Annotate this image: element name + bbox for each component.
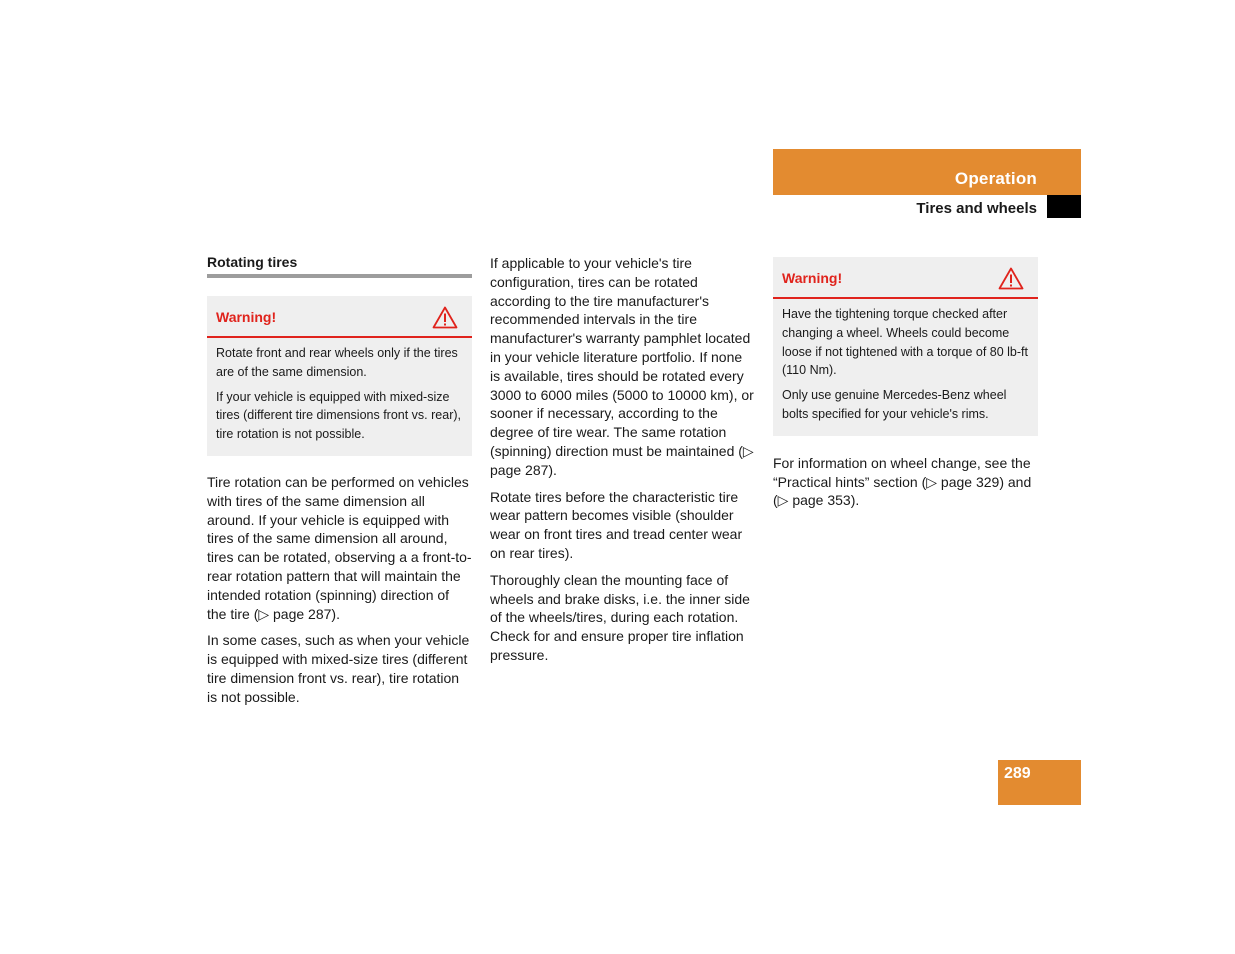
warning-label: Warning! — [782, 270, 843, 286]
warning-text: Rotate front and rear wheels only if the tires are of the same dimension. — [216, 346, 458, 379]
warning-triangle-icon — [998, 267, 1024, 290]
warning-text: If your vehicle is equipped with mixed-size tires (different tire dimensions front vs. rear), tire rotation is not possible. — [216, 389, 461, 442]
paragraph: In some cases, such as when your vehicle is equipped with mixed-size tires (different tire dimension front vs. rear), tire rotation is not possible. — [207, 632, 470, 705]
warning-text: Only use genuine Mercedes-Benz wheel bolts specified for your vehicle's rims. — [782, 388, 1007, 421]
warning-header — [773, 257, 1038, 299]
column-2 — [490, 254, 754, 673]
paragraph: For information on wheel change, see the “Practical hints” section (▷ page 329) and (▷ page 353). — [773, 454, 1032, 509]
warning-triangle-icon — [432, 306, 458, 329]
page-number: 289 — [1004, 765, 1031, 782]
warning-body — [773, 299, 1038, 436]
warning-text: Have the tightening torque checked after changing a wheel. Wheels could become loose if not tightened with a torque of 80 lb-ft (110 Nm). — [782, 307, 1028, 378]
page-number-box — [998, 760, 1081, 805]
body-text — [490, 254, 754, 665]
page-title: Rotating tires — [207, 254, 472, 278]
warning-header — [207, 296, 472, 338]
body-text — [207, 473, 472, 707]
column-3 — [773, 254, 1038, 518]
paragraph: If applicable to your vehicle's tire configuration, tires can be rotated according to the tire manufacturer's recommended intervals in the tire manufacturer's warranty pamphlet located in your vehicle literature portfolio. If none is available, tires should be rotated every 3000 to 6000 miles (5000 to 10000 km), or sooner if necessary, according to the degree of tire wear. The same rotation (spinning) direction must be maintained (▷ page 287). — [490, 255, 754, 478]
section-title: Operation — [954, 169, 1037, 188]
warning-body — [207, 338, 472, 456]
body-text — [773, 454, 1038, 510]
paragraph: Tire rotation can be performed on vehicles with tires of the same dimension all around. If your vehicle is equipped with tires of the same dimension all around, tires can be rotated, observing a a front-to-rear rotation pattern that will maintain the intended rotation (spinning) direction of the tire (▷ page 287). — [207, 473, 472, 622]
column-1 — [207, 254, 472, 715]
subsection-title: Tires and wheels — [916, 200, 1037, 217]
warning-label: Warning! — [216, 309, 277, 325]
paragraph: Thoroughly clean the mounting face of wheels and brake disks, i.e. the inner side of the wheels/tires, during each rotation. Check for and ensure proper tire inflation pressure. — [490, 571, 750, 663]
paragraph: Rotate tires before the characteristic tire wear pattern becomes visible (shoulder wear on front tires and tread center wear on rear tires). — [490, 488, 743, 561]
section-header-bar — [773, 149, 1081, 195]
warning-box — [207, 296, 472, 456]
header-tab-marker — [1047, 195, 1081, 218]
warning-box — [773, 257, 1038, 436]
